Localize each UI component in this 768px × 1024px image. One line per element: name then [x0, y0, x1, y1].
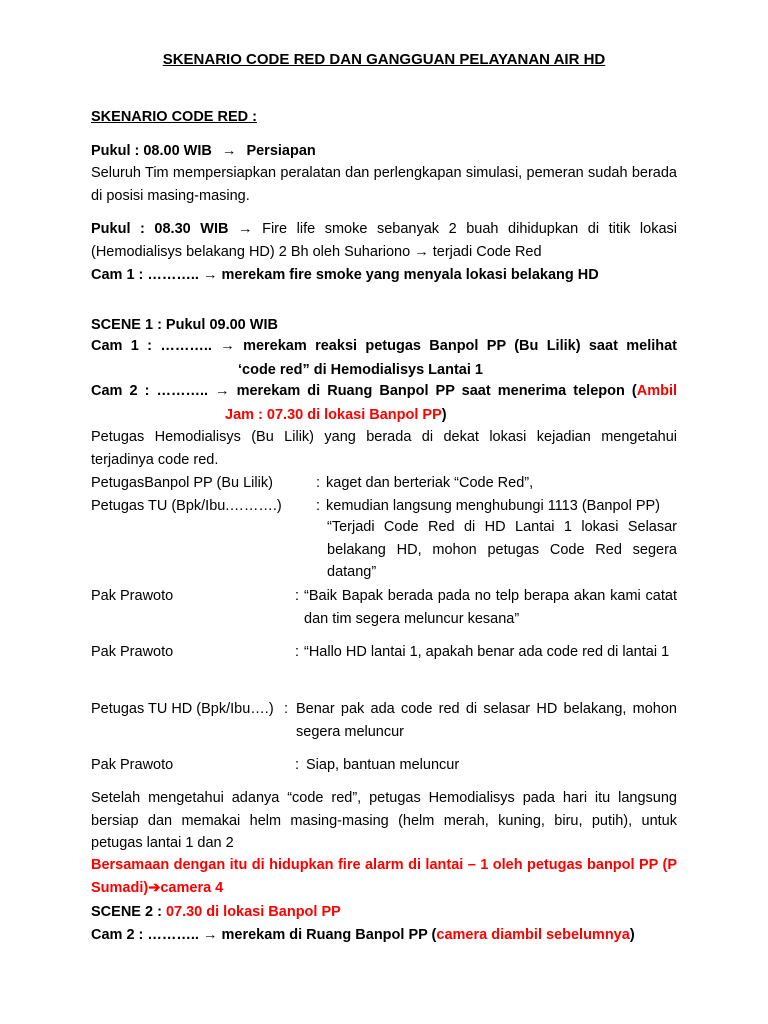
- dialog-text: kaget dan berteriak “Code Red”,: [326, 475, 534, 491]
- dialog-text: “Hallo HD lantai 1, apakah benar ada code red di lantai 1: [304, 644, 670, 660]
- scene-1-heading: SCENE 1 : Pukul 09.00 WIB: [91, 317, 278, 333]
- time-activity: Persiapan: [246, 143, 316, 159]
- cam-2-red-text: Ambil: [636, 383, 677, 399]
- cam-2-red-text: camera diambil sebelumnya: [436, 927, 630, 943]
- time-label: Pukul : 08.00 WIB: [91, 143, 212, 159]
- arrow-right-icon: ➔: [148, 879, 161, 896]
- paragraph-fire-alarm: [91, 854, 677, 899]
- dialog-text: [304, 585, 677, 630]
- cam-1-line: Cam 1 : ……….. → merekam fire smoke yang menyala lokasi belakang HD: [91, 267, 599, 283]
- scene-2-label: SCENE 2 :: [91, 904, 166, 920]
- cam-2-close: ): [629, 927, 635, 943]
- scene-1-cam-2-line: [91, 380, 677, 403]
- dialog-colon: :: [295, 588, 300, 604]
- dialog-colon: :: [316, 498, 321, 514]
- dialog-speaker: Petugas TU HD (Bpk/Ibu….): [91, 701, 274, 717]
- cam-2-red-text-2: Jam : 07.30 di lokasi Banpol PP: [225, 407, 442, 423]
- dialog-colon: :: [284, 701, 289, 717]
- dialog-speaker: Petugas TU (Bpk/Ibu.……….): [91, 498, 282, 514]
- dialog-colon: :: [295, 757, 300, 773]
- paragraph-after-code-red: Setelah mengetahui adanya “code red”, petugas Hemodialisys pada hari itu langsung bersiap dan memakai helm masing-masing (helm merah, kuning, biru, putih), untuk petugas lantai 1 dan 2: [91, 790, 677, 851]
- dialog-speaker: Pak Prawoto: [91, 644, 174, 660]
- scene-2-heading: [91, 903, 341, 921]
- scene-2-cam-2-line: [91, 926, 635, 944]
- dialog-colon: :: [295, 644, 300, 660]
- cam-2-close: ): [441, 407, 447, 423]
- scene-1-cam-2-line2: [225, 406, 447, 424]
- scene-2-red-text: 07.30 di lokasi Banpol PP: [165, 904, 341, 920]
- dialog-colon: :: [316, 475, 321, 491]
- dialog-text-continued: “Terjadi Code Red di HD Lantai 1 lokasi Selasar belakang HD, mohon petugas Code Red segera datang”: [327, 519, 677, 580]
- dialog-text: Siap, bantuan meluncur: [306, 757, 460, 773]
- camera-4-label: camera 4: [160, 879, 224, 896]
- cam-2-text: Cam 2 : ……….. → merekam di Ruang Banpol PP (: [91, 927, 437, 943]
- dialog-text: kemudian langsung menghubungi 1113 (Banpol PP): [326, 498, 661, 514]
- dialog-speaker: Pak Prawoto: [91, 588, 174, 604]
- time-line-0800: [91, 142, 316, 160]
- scene-1-cam-1-line2: ‘code red” di Hemodialisys Lantai 1: [238, 362, 483, 378]
- scene-1-cam-1-line1: Cam 1 : ……….. → merekam reaksi petugas Banpol PP (Bu Lilik) saat melihat: [91, 338, 677, 354]
- fire-alarm-text: Bersamaan dengan itu di hidupkan fire alarm di lantai – 1 oleh petugas banpol PP (P Sumadi): [91, 857, 677, 896]
- arrow-icon: →: [221, 143, 237, 159]
- section-heading: SKENARIO CODE RED :: [91, 109, 257, 125]
- dialog-speaker: PetugasBanpol PP (Bu Lilik): [91, 475, 273, 491]
- cam-2-text: Cam 2 : ……….. → merekam di Ruang Banpol PP saat menerima telepon (: [91, 383, 637, 399]
- paragraph-text: → Fire life smoke sebanyak 2 buah dihidupkan di titik lokasi (Hemodialisys belakang HD) 2 Bh oleh Suhariono → terjadi Code Red: [91, 221, 677, 260]
- document-title: SKENARIO CODE RED DAN GANGGUAN PELAYANAN AIR HD: [162, 51, 606, 68]
- dialog-text: Benar pak ada code red di selasar HD belakang, mohon segera meluncur: [296, 701, 677, 740]
- paragraph-hemodialisys: Petugas Hemodialisys (Bu Lilik) yang berada di dekat lokasi kejadian mengetahui terjadinya code red.: [91, 429, 677, 468]
- time-label: Pukul : 08.30 WIB: [91, 221, 229, 237]
- paragraph-preparation: Seluruh Tim mempersiapkan peralatan dan perlengkapan simulasi, pemeran sudah berada di posisi masing-masing.: [91, 165, 677, 204]
- paragraph-0830: [91, 218, 677, 263]
- dialog-text-span: “Baik Bapak berada pada no telp berapa akan kami catat dan tim segera meluncur kesana”: [304, 588, 677, 627]
- dialog-speaker: Pak Prawoto: [91, 757, 174, 773]
